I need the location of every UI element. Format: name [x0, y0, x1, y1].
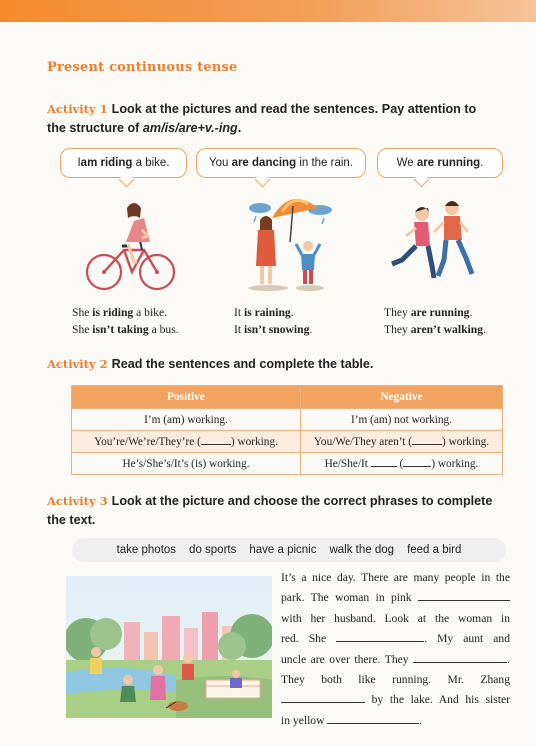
cell-text: I’m (am) not working.	[350, 413, 453, 426]
positive-cell	[72, 431, 301, 453]
people-running-illustration	[388, 198, 478, 290]
table-row	[72, 431, 503, 453]
activity1-instruction-2: the structure of	[47, 121, 143, 135]
story-text-part: red. She	[281, 632, 327, 646]
story-line	[281, 690, 510, 710]
bubble-verb: are running	[416, 157, 481, 169]
speech-bubble-riding	[60, 148, 187, 178]
bubble-text: You	[208, 157, 232, 169]
cell-text: He’s/She’s/It’s (is) working.	[122, 457, 250, 470]
table-row	[72, 453, 503, 475]
answer-blank[interactable]	[327, 723, 419, 724]
story-line: uncle are over there. They .	[281, 652, 510, 666]
caption-text: She	[72, 323, 93, 336]
phrase-option[interactable]: do sports	[189, 544, 237, 556]
top-banner	[0, 0, 536, 22]
caption-text: .	[483, 323, 486, 336]
answer-blank[interactable]	[201, 444, 231, 445]
answer-blank[interactable]	[336, 641, 424, 642]
story-line: They both like running. Mr. Zhang	[281, 673, 510, 687]
lesson-title: Present continuous tense	[47, 60, 238, 75]
activity1-period: .	[237, 121, 242, 135]
answer-blank[interactable]	[403, 466, 431, 467]
negative-cell	[301, 409, 503, 431]
activity3-instruction: Look at the picture and choose the correct phrases to complete	[111, 494, 493, 508]
grammar-table	[71, 385, 503, 475]
story-text-part: park. The woman in pink	[281, 591, 412, 605]
positive-cell	[72, 453, 301, 475]
caption-verb: aren’t walking	[410, 323, 483, 336]
activity1-label: Activity 1	[47, 102, 108, 116]
answer-blank[interactable]	[412, 444, 442, 445]
bubble-text: I	[77, 157, 81, 169]
activity2-heading	[47, 355, 373, 374]
caption-verb: isn’t snowing	[243, 323, 310, 336]
story-line: with her husband. Look at the woman in	[281, 611, 510, 625]
cell-text: ) working.	[431, 457, 479, 470]
phrase-option[interactable]: take photos	[116, 544, 177, 556]
caption-text: She	[72, 306, 93, 319]
cell-text: ) working.	[230, 435, 278, 448]
caption-verb: is riding	[92, 306, 134, 319]
caption-text: They	[384, 323, 411, 336]
caption-text: It	[234, 323, 244, 336]
activity1-heading	[47, 100, 517, 138]
speech-bubble-running	[377, 148, 503, 178]
header-negative: Negative	[301, 386, 503, 409]
activity2-instruction: Read the sentences and complete the table.	[111, 357, 374, 371]
activity2-label: Activity 2	[47, 357, 108, 371]
phrase-option[interactable]: walk the dog	[329, 544, 395, 556]
girl-riding-bike-illustration	[82, 196, 177, 294]
story-line: in yellow .	[281, 713, 423, 727]
negative-cell	[301, 431, 503, 453]
caption-raining	[234, 304, 312, 338]
bubble-verb: am riding	[80, 157, 133, 169]
cell-text: (	[399, 457, 404, 470]
caption-text: .	[309, 323, 313, 336]
answer-blank[interactable]	[418, 600, 510, 601]
answer-blank[interactable]	[281, 702, 365, 703]
caption-verb: are running	[410, 306, 470, 319]
story-text-part: uncle are over there. They	[281, 652, 409, 666]
activity3-label: Activity 3	[47, 494, 108, 508]
caption-text: .	[469, 306, 473, 319]
bubble-text: a bike.	[132, 157, 170, 169]
story-line	[281, 588, 510, 608]
activity1-structure: am/is/are+v.-ing	[142, 121, 238, 135]
cell-text: ) working.	[442, 435, 490, 448]
bubble-verb: are dancing	[231, 157, 297, 169]
answer-blank[interactable]	[413, 662, 507, 663]
phrase-option[interactable]: feed a bird	[407, 544, 462, 556]
speech-bubble-dancing	[196, 148, 366, 178]
caption-text: They	[384, 306, 411, 319]
cell-text: You’re/We’re/They’re (	[94, 435, 201, 448]
bubble-text: in the rain.	[296, 157, 354, 169]
cell-text: I’m (am) working.	[144, 413, 228, 426]
phrase-option[interactable]: have a picnic	[249, 544, 317, 556]
caption-text: .	[290, 306, 294, 319]
phrase-bank	[72, 538, 506, 562]
caption-verb: is raining	[243, 306, 291, 319]
story-text	[281, 568, 510, 731]
caption-text: a bus.	[148, 323, 179, 336]
caption-running	[384, 304, 486, 338]
activity1-instruction: Look at the pictures and read the sentences. Pay attention to	[111, 102, 477, 116]
story-text-part: in yellow	[281, 713, 325, 727]
caption-riding	[72, 304, 179, 338]
table-row	[72, 409, 503, 431]
activity3-instruction-2: the text.	[47, 513, 96, 527]
rain-umbrella-illustration	[238, 190, 338, 294]
cell-text: You/We/They aren’t (	[313, 435, 413, 448]
caption-text: It	[234, 306, 244, 319]
positive-cell	[72, 409, 301, 431]
answer-blank[interactable]	[371, 466, 397, 467]
bubble-text: .	[480, 157, 484, 169]
story-line	[281, 629, 510, 649]
activity3-heading	[47, 492, 517, 530]
park-scene-illustration	[66, 576, 272, 718]
caption-verb: isn’t taking	[92, 323, 149, 336]
caption-text: a bike.	[133, 306, 168, 319]
story-text-part: . My aunt and	[424, 632, 510, 646]
story-text-part: by the lake. And his sister	[371, 693, 510, 707]
cell-text: He/She/It	[324, 457, 368, 470]
story-line: It’s a nice day. There are many people in the	[281, 571, 510, 584]
negative-cell	[301, 453, 503, 475]
header-positive: Positive	[72, 386, 301, 409]
bubble-text: We	[396, 157, 417, 169]
